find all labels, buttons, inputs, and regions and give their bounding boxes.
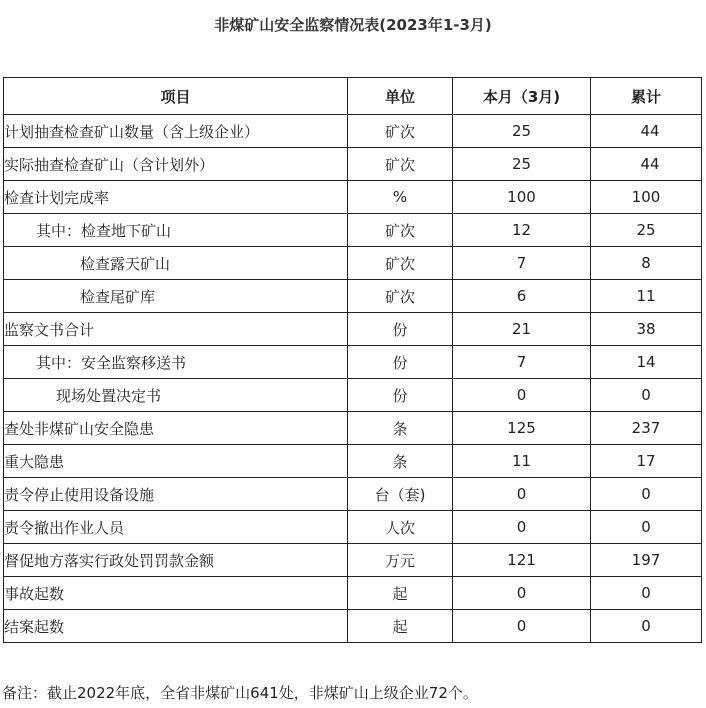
row-unit: 份 <box>348 313 453 346</box>
table-row <box>4 313 702 346</box>
row-total-value: 237 <box>591 412 702 445</box>
table-row <box>4 148 702 181</box>
table-row <box>4 115 702 148</box>
row-total-value: 11 <box>591 280 702 313</box>
row-month-value: 7 <box>453 346 591 379</box>
row-unit: 矿次 <box>348 214 453 247</box>
row-unit: 份 <box>348 346 453 379</box>
row-month-value: 6 <box>453 280 591 313</box>
row-item: 查处非煤矿山安全隐患 <box>4 412 348 445</box>
row-unit: % <box>348 181 453 214</box>
row-total-value: 197 <box>591 544 702 577</box>
row-month-value: 25 <box>453 115 591 148</box>
row-month-value: 125 <box>453 412 591 445</box>
row-month-value: 0 <box>453 610 591 643</box>
row-total-value: 0 <box>591 610 702 643</box>
row-unit: 起 <box>348 577 453 610</box>
row-item: 监察文书合计 <box>4 313 348 346</box>
table-row <box>4 346 702 379</box>
table-row <box>4 379 702 412</box>
table-row <box>4 478 702 511</box>
row-month-value: 7 <box>453 247 591 280</box>
row-item: 责令撤出作业人员 <box>4 511 348 544</box>
row-unit: 矿次 <box>348 148 453 181</box>
row-month-value: 0 <box>453 577 591 610</box>
row-total-value: 38 <box>591 313 702 346</box>
footnote: 备注：截止2022年底，全省非煤矿山641处，非煤矿山上级企业72个。 <box>2 684 478 702</box>
header-item: 项目 <box>4 78 348 115</box>
safety-inspection-table <box>3 77 702 643</box>
row-unit: 条 <box>348 412 453 445</box>
table-row <box>4 445 702 478</box>
row-unit: 台（套) <box>348 478 453 511</box>
row-total-value: 8 <box>591 247 702 280</box>
row-month-value: 0 <box>453 511 591 544</box>
row-month-value: 0 <box>453 379 591 412</box>
table-row <box>4 511 702 544</box>
page-title: 非煤矿山安全监察情况表(2023年1-3月) <box>214 16 492 34</box>
table-header-row <box>4 78 702 115</box>
row-month-value: 100 <box>453 181 591 214</box>
header-month: 本月（3月) <box>453 78 591 115</box>
header-total: 累计 <box>591 78 702 115</box>
row-total-value: 17 <box>591 445 702 478</box>
row-total-value: 44 <box>591 148 702 181</box>
row-month-value: 11 <box>453 445 591 478</box>
row-unit: 条 <box>348 445 453 478</box>
table-row <box>4 577 702 610</box>
row-item: 检查露天矿山 <box>4 247 348 280</box>
row-month-value: 25 <box>453 148 591 181</box>
row-unit: 矿次 <box>348 280 453 313</box>
row-item: 督促地方落实行政处罚罚款金额 <box>4 544 348 577</box>
row-total-value: 100 <box>591 181 702 214</box>
row-unit: 起 <box>348 610 453 643</box>
row-unit: 人次 <box>348 511 453 544</box>
row-item: 结案起数 <box>4 610 348 643</box>
row-item: 事故起数 <box>4 577 348 610</box>
row-total-value: 0 <box>591 379 702 412</box>
row-total-value: 14 <box>591 346 702 379</box>
row-item: 计划抽查检查矿山数量（含上级企业） <box>4 115 348 148</box>
header-unit: 单位 <box>348 78 453 115</box>
row-month-value: 0 <box>453 478 591 511</box>
row-total-value: 0 <box>591 511 702 544</box>
table-row <box>4 214 702 247</box>
row-total-value: 44 <box>591 115 702 148</box>
row-month-value: 21 <box>453 313 591 346</box>
row-item: 其中：安全监察移送书 <box>4 346 348 379</box>
row-total-value: 0 <box>591 478 702 511</box>
table-row <box>4 610 702 643</box>
row-unit: 矿次 <box>348 115 453 148</box>
row-item: 实际抽查检查矿山（含计划外） <box>4 148 348 181</box>
table-row <box>4 544 702 577</box>
row-item: 检查尾矿库 <box>4 280 348 313</box>
table-row <box>4 280 702 313</box>
row-total-value: 25 <box>591 214 702 247</box>
row-month-value: 12 <box>453 214 591 247</box>
row-unit: 份 <box>348 379 453 412</box>
row-total-value: 0 <box>591 577 702 610</box>
table-row <box>4 181 702 214</box>
row-item: 责令停止使用设备设施 <box>4 478 348 511</box>
table-row <box>4 247 702 280</box>
table-row <box>4 412 702 445</box>
row-unit: 万元 <box>348 544 453 577</box>
row-item: 重大隐患 <box>4 445 348 478</box>
row-unit: 矿次 <box>348 247 453 280</box>
row-month-value: 121 <box>453 544 591 577</box>
row-item: 现场处置决定书 <box>4 379 348 412</box>
row-item: 其中：检查地下矿山 <box>4 214 348 247</box>
row-item: 检查计划完成率 <box>4 181 348 214</box>
